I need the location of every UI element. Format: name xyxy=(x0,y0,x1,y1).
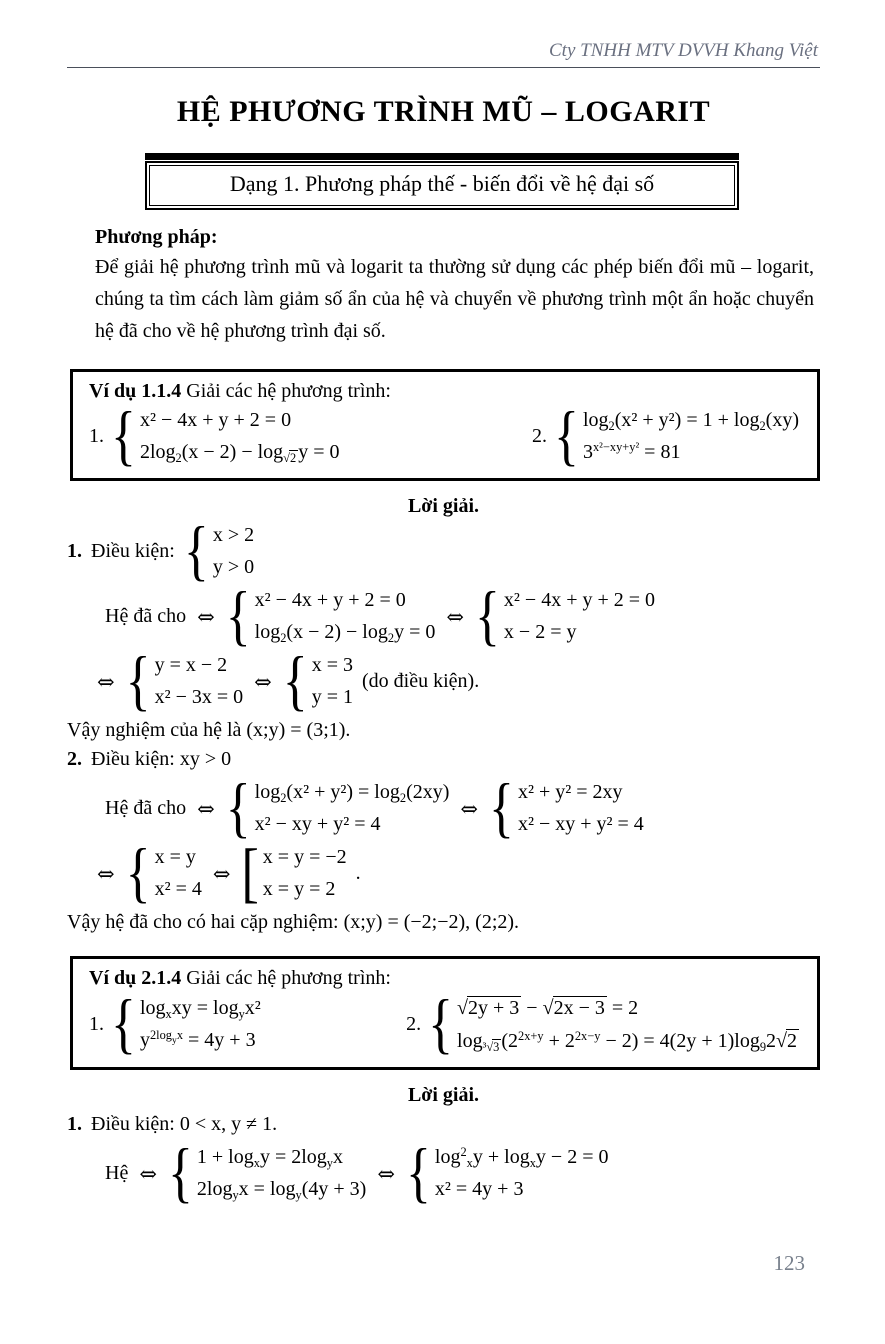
solution3-condition xyxy=(67,1113,820,1136)
example-box-1 xyxy=(70,369,820,481)
equation: { y = x − 2 xyxy=(154,654,228,676)
equivalence-arrow: ⇔ xyxy=(197,604,215,629)
method-label: Phương pháp: xyxy=(95,226,218,248)
conclusion-text: Vậy hệ đã cho có hai cặp nghiệm: (x;y) = (−2;−2), (2;2). xyxy=(67,911,520,933)
equivalence-arrow: ⇔ xyxy=(460,796,478,821)
equation-system xyxy=(168,1146,366,1201)
section-heading-bar xyxy=(145,153,739,160)
equation: { √2y + 3 − √2x − 3 = 2 xyxy=(457,997,639,1019)
equation: { $\log_2(x^2 + y^2) = 1 + \log_2(xy)$ xyxy=(582,409,799,434)
section-heading-box xyxy=(145,153,739,210)
solution1-derivation-2 xyxy=(95,654,820,709)
equation: $2\log_yx = \log_y(4y + 3)$ xyxy=(196,1178,367,1203)
equation-system xyxy=(126,654,244,709)
solution2-condition xyxy=(67,748,820,771)
equation: x² − 3x = 0 xyxy=(154,686,244,708)
equation: { $1 + \log_xy = 2\log_yx$ xyxy=(196,1146,343,1171)
solution-heading: Lời giải. xyxy=(407,495,480,517)
equation: x² − xy + y² = 4 xyxy=(254,813,381,835)
example2-prompt: Giải các hệ phương trình: xyxy=(186,967,391,989)
condition-text: Điều kiện: xy > 0 xyxy=(91,748,232,770)
equation-system xyxy=(226,589,436,644)
equation: $3^{x^2-xy+y^2} = 81$ xyxy=(582,440,681,463)
example1-title xyxy=(89,380,805,403)
solution-note: (do điều kiện). xyxy=(362,670,480,692)
equation: $\log_2(x - 2) - \log_2y = 0$ xyxy=(254,621,436,646)
equation-system xyxy=(111,997,261,1052)
page-title: HỆ PHƯƠNG TRÌNH MŨ – LOGARIT xyxy=(176,95,711,128)
condition-text: Điều kiện: 0 < x, y ≠ 1. xyxy=(91,1113,278,1135)
equation: { $\log^2_xy + \log_xy - 2 = 0$ xyxy=(434,1145,609,1171)
equation: { x = 3 xyxy=(311,654,353,676)
example1-prompt: Giải các hệ phương trình: xyxy=(186,380,391,402)
section-heading: Dạng 1. Phương pháp thế - biến đổi về hệ đại số xyxy=(149,165,735,206)
section-heading-border xyxy=(145,161,739,210)
solution-heading-2: Lời giải. xyxy=(407,1084,480,1106)
equation-system xyxy=(126,846,202,901)
equation: [ x = y = −2 xyxy=(262,846,347,868)
item-number: 1. xyxy=(67,540,82,562)
method-paragraph: Để giải hệ phương trình mũ và logarit ta thường sử dụng các phép biến đổi mũ – logarit, chúng ta tìm cách làm giảm số ẩn của hệ và chuyển về phương trình một ẩn hoặc chuyển hệ đã cho về hệ phương trình đại số. xyxy=(95,256,814,342)
example1-items xyxy=(87,409,805,464)
equivalence-arrow: ⇔ xyxy=(97,861,115,886)
example1-item-2 xyxy=(532,409,799,464)
equation-system xyxy=(283,654,353,709)
equation: { x² − 4x + y + 2 = 0 xyxy=(503,589,656,611)
solution3-derivation-1 xyxy=(105,1146,820,1201)
item-number: 1. xyxy=(67,1113,82,1135)
equation: x − 2 = y xyxy=(503,621,577,643)
solution2-derivation-1 xyxy=(105,781,820,836)
equation: { x² + y² = 2xy xyxy=(517,781,623,803)
solution1-derivation-1 xyxy=(105,589,820,644)
item-number: 2. xyxy=(67,748,82,770)
conclusion-text: Vậy nghiệm của hệ là (x;y) = (3;1). xyxy=(67,719,351,741)
example2-item-1 xyxy=(89,997,261,1052)
item-number: 1. xyxy=(89,425,104,447)
condition-label: Điều kiện: xyxy=(91,540,175,562)
page-number: 123 xyxy=(773,1251,805,1275)
equation: x² = 4y + 3 xyxy=(434,1178,524,1200)
equation: { $\log_2(x^2 + y^2) = \log_2(2xy)$ xyxy=(254,781,450,806)
example2-label: Ví dụ 2.1.4 xyxy=(89,967,182,989)
equation: { x > 2 xyxy=(212,524,255,546)
example-box-2 xyxy=(70,956,820,1070)
equation: { $\log_xxy = \log_yx^2$ xyxy=(139,997,261,1022)
page-header xyxy=(67,40,820,62)
equivalence-arrow: ⇔ xyxy=(139,1161,157,1186)
solution2-derivation-2 xyxy=(95,846,820,901)
item-number: 2. xyxy=(406,1013,422,1035)
equivalence-arrow: ⇔ xyxy=(446,604,464,629)
solution2-conclusion xyxy=(67,911,820,934)
equation-system xyxy=(489,781,644,836)
equivalence-arrow: ⇔ xyxy=(97,669,115,694)
equation: x = y = 2 xyxy=(262,878,336,900)
equation: y > 0 xyxy=(212,556,255,578)
equation-case-system xyxy=(241,846,346,901)
example1-label: Ví dụ 1.1.4 xyxy=(89,380,182,402)
equation-system xyxy=(475,589,655,644)
equation: { x = y xyxy=(154,846,196,868)
equation-system xyxy=(406,1146,609,1201)
equation: $\log_{^3√3} (2^{2x+y} + 2^{2x-y} - 2) = 4(2y + 1)\log_92√2$ xyxy=(457,1029,797,1055)
company-name: Cty TNHH MTV DVVH Khang Việt xyxy=(549,40,818,61)
solution1-condition xyxy=(67,524,820,579)
equation-system xyxy=(226,781,450,836)
equation: y = 1 xyxy=(311,686,353,708)
example2-title xyxy=(89,967,805,990)
item-number: 2. xyxy=(532,425,548,447)
example2-item-2 xyxy=(406,996,799,1053)
example2-items xyxy=(87,996,805,1053)
equation: $2\log_2(x - 2) - \log_{√2} y = 0$ xyxy=(139,441,340,466)
equation: x² − xy + y² = 4 xyxy=(517,813,644,835)
given-label: Hệ đã cho xyxy=(105,605,187,627)
header-rule xyxy=(67,67,820,68)
item-number: 1. xyxy=(89,1013,104,1035)
solution1-conclusion xyxy=(67,719,820,742)
period: . xyxy=(355,862,361,884)
equation: { x² − 4x + y + 2 = 0 xyxy=(139,409,292,431)
equivalence-arrow: ⇔ xyxy=(377,1161,395,1186)
equivalence-arrow: ⇔ xyxy=(254,669,272,694)
equation: x² = 4 xyxy=(154,878,202,900)
equivalence-arrow: ⇔ xyxy=(212,861,231,886)
equation-system xyxy=(184,524,254,579)
given-label: Hệ xyxy=(105,1162,129,1184)
equation-system xyxy=(428,996,799,1053)
equation-system xyxy=(111,409,339,464)
equation: $y^{2log_yx} = 4y + 3$ xyxy=(139,1028,256,1051)
equation: { x² − 4x + y + 2 = 0 xyxy=(254,589,406,611)
equation-system xyxy=(554,409,799,464)
given-label: Hệ đã cho xyxy=(105,797,187,819)
equivalence-arrow: ⇔ xyxy=(197,796,215,821)
example1-item-1 xyxy=(89,409,339,464)
